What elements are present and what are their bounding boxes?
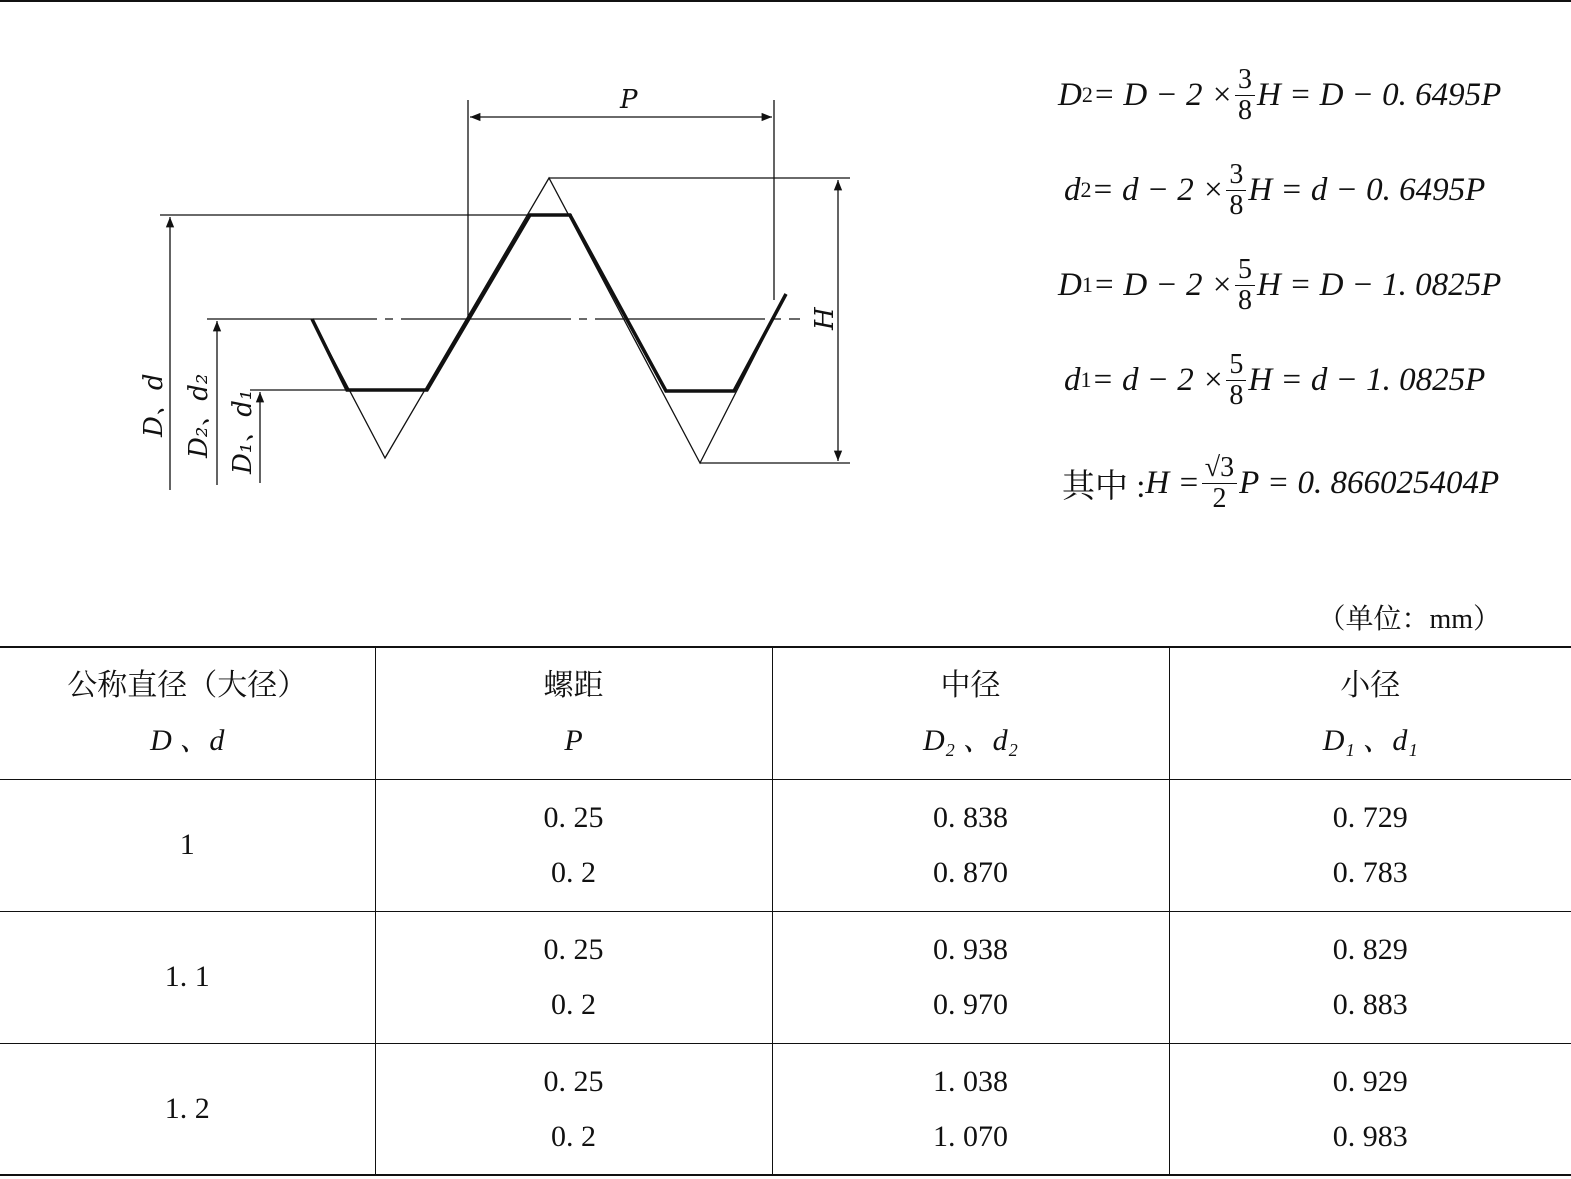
unit-label: （单位：mm） — [1317, 604, 1501, 635]
cell-pitch: 0. 25 0. 2 — [375, 1043, 772, 1175]
fundamental-triangle — [312, 178, 786, 463]
formula-d2: d 2 = d − 2 × $\frac{3}{8}$ H = d − 0. 6495P — [1064, 158, 1486, 221]
thread-profile-diagram — [0, 0, 1000, 560]
table-header-row — [0, 647, 1571, 779]
table-row — [0, 911, 1571, 1043]
label-H: H — [810, 307, 840, 330]
cell-nominal: 1. 1 — [0, 911, 375, 1043]
cell-nominal: 1 — [0, 779, 375, 911]
cell-minor-diameter: 0. 829 0. 883 — [1169, 911, 1571, 1043]
header-nominal-diameter: 公称直径（大径） D 、d — [0, 647, 375, 779]
table-row — [0, 1043, 1571, 1175]
cell-nominal: 1. 2 — [0, 1043, 375, 1175]
header-pitch-diameter: 中径 D₂ 、d₂ — [772, 647, 1169, 779]
cell-pitch-diameter: 1. 038 1. 070 — [772, 1043, 1169, 1175]
formula-d1: d 1 = d − 2 × $\frac{5}{8}$ H = d − 1. 0825P — [1064, 348, 1486, 411]
basic-profile — [312, 215, 786, 391]
label-D-d: D、d — [139, 373, 169, 437]
label-P: P — [620, 85, 638, 115]
header-minor-diameter: 小径 D₁ 、d₁ — [1169, 647, 1571, 779]
label-D2-d2: D₂、d₂ — [184, 373, 214, 458]
thread-dimension-table — [0, 646, 1571, 1176]
label-D1-d1: D₁、d₁ — [228, 389, 258, 474]
cell-pitch-diameter: 0. 938 0. 970 — [772, 911, 1169, 1043]
formula-D2: D 2 = D − 2 × $\frac{3}{8}$ H = D − 0. 6495P — [1058, 63, 1502, 126]
cell-minor-diameter: 0. 729 0. 783 — [1169, 779, 1571, 911]
formula-H: 其中 : H = $\frac{√3}{2}$ P = 0. 866025404P — [1062, 451, 1500, 514]
header-pitch: 螺距 P — [375, 647, 772, 779]
cell-minor-diameter: 0. 929 0. 983 — [1169, 1043, 1571, 1175]
formula-D1: D 1 = D − 2 × $\frac{5}{8}$ H = D − 1. 0825P — [1058, 253, 1502, 316]
table-row — [0, 779, 1571, 911]
cell-pitch: 0. 25 0. 2 — [375, 911, 772, 1043]
cell-pitch-diameter: 0. 838 0. 870 — [772, 779, 1169, 911]
cell-pitch: 0. 25 0. 2 — [375, 779, 772, 911]
